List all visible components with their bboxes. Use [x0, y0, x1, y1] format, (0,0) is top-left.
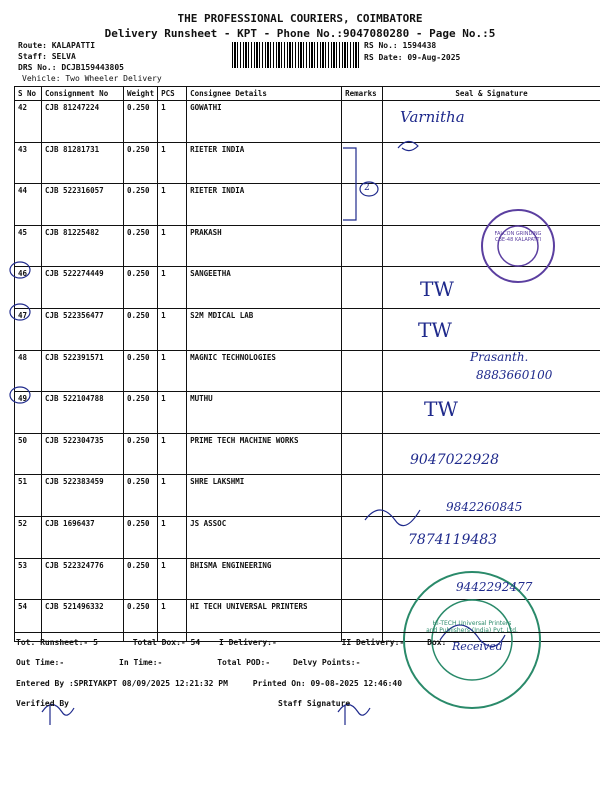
row-consignee: MAGNIC TECHNOLOGIES: [187, 350, 342, 392]
row-weight: 0.250: [124, 142, 158, 184]
row-consignee: JS ASSOC: [187, 516, 342, 558]
delvy-points: Delvy Points:-: [293, 658, 361, 667]
row-pcs: 1: [158, 225, 187, 267]
handwritten-remark-44: 2: [364, 183, 370, 193]
total-dox: Total Dox:- 54: [132, 638, 201, 647]
handwritten-phone-52a: 9842260845: [446, 500, 523, 514]
row-consignee: RIETER INDIA: [187, 142, 342, 184]
row-consignee: HI TECH UNIVERSAL PRINTERS: [187, 600, 342, 642]
row-consignee: SANGEETHA: [187, 267, 342, 309]
footer-totals-row: [16, 638, 446, 647]
row-consignment: CJB 81225482: [42, 225, 124, 267]
bracket-mark: [343, 148, 356, 220]
footer-times-row: [16, 658, 360, 667]
row-consignment: CJB 522324776: [42, 558, 124, 600]
row-weight: 0.250: [124, 475, 158, 517]
row-weight: 0.250: [124, 225, 158, 267]
row-pcs: 1: [158, 433, 187, 475]
signature-scribble: [365, 510, 420, 526]
row-consignee: GOWATHI: [187, 101, 342, 143]
out-time: Out Time:-: [16, 658, 65, 667]
row-sno: 53: [15, 558, 42, 600]
handwritten-mark-46: TW: [420, 277, 454, 301]
row-pcs: 1: [158, 558, 187, 600]
row-consignee: BHISMA ENGINEERING: [187, 558, 342, 600]
row-sno: 46: [15, 267, 42, 309]
row-consignment: CJB 81281731: [42, 142, 124, 184]
staff-label: Staff: SELVA: [18, 52, 76, 61]
row-sno: 50: [15, 433, 42, 475]
row-sno: 42: [15, 101, 42, 143]
row-consignee: PRIME TECH MACHINE WORKS: [187, 433, 342, 475]
row-sno: 51: [15, 475, 42, 517]
rs-number: RS No.: 1594438: [364, 41, 437, 50]
row-weight: 0.250: [124, 308, 158, 350]
col-weight: Weight: [124, 87, 158, 101]
col-pcs: PCS: [158, 87, 187, 101]
row-consignee: SHRE LAKSHMI: [187, 475, 342, 517]
row-consignment: CJB 521496332: [42, 600, 124, 642]
row-weight: 0.250: [124, 433, 158, 475]
row-sno: 44: [15, 184, 42, 226]
row-weight: 0.250: [124, 600, 158, 642]
dox-label: Dox:: [427, 638, 447, 647]
handwritten-phone-48: 8883660100: [476, 368, 553, 382]
verified-by-label: Verified By: [16, 699, 69, 708]
handwritten-phone-52b: 7874119483: [408, 532, 498, 548]
row-consignment: CJB 522356477: [42, 308, 124, 350]
circle-mark-47: [10, 304, 30, 320]
footer-divider: [14, 632, 600, 633]
row-sno: 54: [15, 600, 42, 642]
handwritten-mark-49: TW: [424, 397, 458, 421]
row-pcs: 1: [158, 475, 187, 517]
row-pcs: 1: [158, 600, 187, 642]
row-weight: 0.250: [124, 350, 158, 392]
row-weight: 0.250: [124, 267, 158, 309]
row-consignment: CJB 522383459: [42, 475, 124, 517]
row-pcs: 1: [158, 142, 187, 184]
in-time: In Time:-: [119, 658, 163, 667]
row-sno: 43: [15, 142, 42, 184]
hitech-stamp-text: Hi-TECH Universal Printers and Publishers (India) Pvt. Ltd.: [426, 620, 518, 634]
row-weight: 0.250: [124, 516, 158, 558]
row-pcs: 1: [158, 184, 187, 226]
handwritten-phone-53: 9442292477: [456, 580, 533, 594]
circle-mark-49: [10, 387, 30, 403]
row-weight: 0.250: [124, 184, 158, 226]
row-pcs: 1: [158, 516, 187, 558]
row-consignment: CJB 522316057: [42, 184, 124, 226]
row-weight: 0.250: [124, 101, 158, 143]
row-consignee: S2M MDICAL LAB: [187, 308, 342, 350]
row-pcs: 1: [158, 350, 187, 392]
handwritten-signature-42: Varnitha: [400, 108, 465, 126]
row-consignee: RIETER INDIA: [187, 184, 342, 226]
handwritten-note-54: Received: [452, 640, 503, 653]
total-runsheet: Tot. Runsheet:- 5: [16, 638, 98, 647]
handwritten-phone-50: 9047022928: [410, 452, 500, 468]
row-consignment: CJB 522274449: [42, 267, 124, 309]
row-weight: 0.250: [124, 392, 158, 434]
vehicle-label: Vehicle: Two Wheeler Delivery: [22, 74, 162, 83]
row-sno: 49: [15, 392, 42, 434]
row-consignment: CJB 81247224: [42, 101, 124, 143]
row-consignee: PRAKASH: [187, 225, 342, 267]
scribble-mark: [398, 141, 418, 150]
i-delivery: I Delivery:-: [218, 638, 277, 647]
row-sno: 52: [15, 516, 42, 558]
row-pcs: 1: [158, 267, 187, 309]
row-sno: 45: [15, 225, 42, 267]
handwritten-mark-47: TW: [418, 318, 452, 342]
falcon-stamp: [482, 210, 554, 282]
falcon-stamp-text: FALCON GRINDING CBE-48 KALAPATTI: [494, 231, 542, 243]
row-pcs: 1: [158, 308, 187, 350]
row-pcs: 1: [158, 392, 187, 434]
row-consignee: MUTHU: [187, 392, 342, 434]
staff-signature-label: Staff Signature: [278, 699, 351, 708]
col-seal-signature: Seal & Signature: [383, 87, 600, 101]
row-weight: 0.250: [124, 558, 158, 600]
ii-delivery: II Delivery:-: [341, 638, 405, 647]
col-sno: S No: [15, 87, 42, 101]
company-title: THE PROFESSIONAL COURIERS, COIMBATORE: [177, 12, 423, 25]
handwritten-name-48: Prasanth.: [470, 350, 529, 364]
footer-entered-row: [16, 679, 402, 688]
row-consignment: CJB 522304735: [42, 433, 124, 475]
row-pcs: 1: [158, 101, 187, 143]
col-consignment: Consignment No: [42, 87, 124, 101]
row-consignment: CJB 522104788: [42, 392, 124, 434]
row-consignment: CJB 1696437: [42, 516, 124, 558]
col-remarks: Remarks: [342, 87, 383, 101]
rs-date: RS Date: 09-Aug-2025: [364, 53, 461, 62]
row-sno: 47: [15, 308, 42, 350]
entered-by: Entered By :SPRIYAKPT 08/09/2025 12:21:32 PM: [16, 679, 228, 688]
total-pod: Total POD:-: [217, 658, 271, 667]
row-sno: 48: [15, 350, 42, 392]
col-consignee: Consignee Details: [187, 87, 342, 101]
printed-on: Printed On: 09-08-2025 12:46:40: [252, 679, 403, 688]
row-consignment: CJB 522391571: [42, 350, 124, 392]
runsheet-subtitle: Delivery Runsheet - KPT - Phone No.:9047080280 - Page No.:5: [104, 27, 496, 40]
circle-mark-46: [10, 262, 30, 278]
route-label: Route: KALAPATTI: [18, 41, 96, 50]
drs-number: DRS No.: DCJB159443805: [18, 63, 124, 72]
